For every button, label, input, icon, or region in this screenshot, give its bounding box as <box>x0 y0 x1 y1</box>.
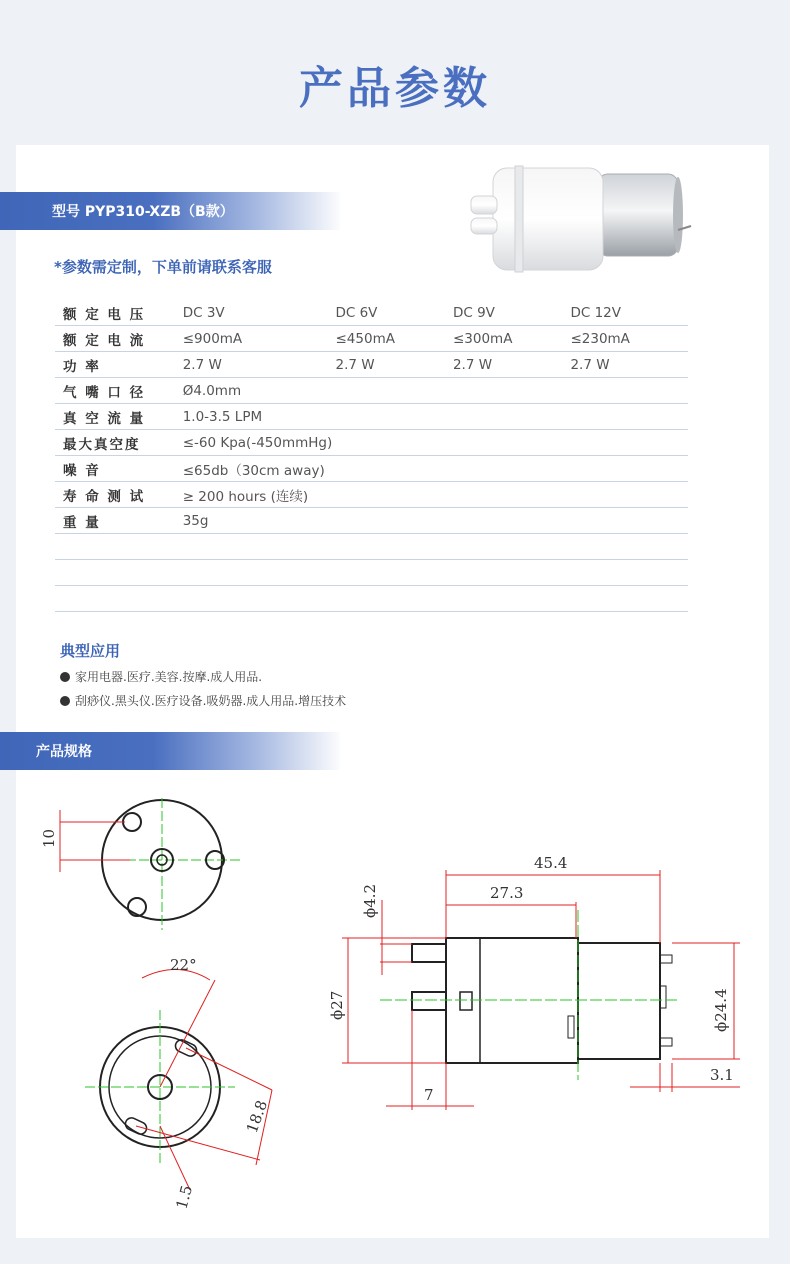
param-label: 噪 音 <box>55 456 183 482</box>
param-label: 真 空 流 量 <box>55 404 183 430</box>
param-value: ≤65db（30cm away) <box>183 456 336 482</box>
param-value <box>335 482 452 508</box>
param-value: ≥ 200 hours (连续) <box>183 482 336 508</box>
param-label: 气 嘴 口 径 <box>55 378 183 404</box>
dim-3-1: 3.1 <box>710 1066 734 1084</box>
param-label: 额 定 电 流 <box>55 326 183 352</box>
param-value: ≤450mA <box>335 326 452 352</box>
front-view-drawing <box>30 790 260 940</box>
param-value <box>570 534 688 560</box>
param-value <box>183 586 336 612</box>
param-value: 2.7 W <box>335 352 452 378</box>
param-value <box>453 534 570 560</box>
param-row <box>55 326 688 352</box>
param-row <box>55 430 688 456</box>
param-value: 2.7 W <box>453 352 570 378</box>
param-value <box>570 508 688 534</box>
param-value <box>183 560 336 586</box>
bullet-icon <box>60 696 70 706</box>
param-row <box>55 508 688 534</box>
param-row <box>55 534 688 560</box>
param-value <box>453 378 570 404</box>
param-value <box>570 560 688 586</box>
param-value: DC 6V <box>335 300 452 326</box>
param-value <box>570 482 688 508</box>
dim-1-5: 1.5 <box>172 1183 197 1212</box>
dim-10: 10 <box>40 828 58 848</box>
param-value: 35g <box>183 508 336 534</box>
param-value <box>335 508 452 534</box>
param-value: 1.0-3.5 LPM <box>183 404 336 430</box>
dim-18-8: 18.8 <box>242 1097 272 1136</box>
param-label: 寿 命 测 试 <box>55 482 183 508</box>
param-value: 2.7 W <box>570 352 688 378</box>
param-value <box>570 430 688 456</box>
param-value <box>335 404 452 430</box>
param-value: ≤300mA <box>453 326 570 352</box>
param-value: DC 3V <box>183 300 336 326</box>
dim-27-3: 27.3 <box>490 884 524 902</box>
param-value: DC 12V <box>570 300 688 326</box>
model-band: 型号 PYP310-XZB（B款） <box>0 192 340 230</box>
back-view-drawing <box>60 950 290 1220</box>
param-label: 最大真空度 <box>55 430 183 456</box>
param-row <box>55 560 688 586</box>
param-label: 重 量 <box>55 508 183 534</box>
param-value <box>335 378 452 404</box>
dim-phi-24-4: ϕ24.4 <box>712 988 730 1032</box>
param-value <box>335 560 452 586</box>
params-table <box>55 300 688 612</box>
param-value <box>453 430 570 456</box>
param-value: ≤230mA <box>570 326 688 352</box>
param-value <box>570 378 688 404</box>
param-value <box>453 482 570 508</box>
bullet-icon <box>60 672 70 682</box>
param-value <box>453 586 570 612</box>
param-row <box>55 404 688 430</box>
param-value <box>335 586 452 612</box>
param-value: ≤-60 Kpa(-450mmHg) <box>183 430 336 456</box>
apps-title: 典型应用 <box>60 642 121 660</box>
dim-22-deg: 22° <box>170 956 197 974</box>
param-row <box>55 482 688 508</box>
pump-photo <box>465 160 695 275</box>
dim-phi-4-2: ϕ4.2 <box>361 883 379 918</box>
param-row <box>55 586 688 612</box>
page-title: 产品参数 <box>299 63 491 114</box>
param-row <box>55 378 688 404</box>
dim-phi-27: ϕ27 <box>328 990 346 1020</box>
param-label <box>55 534 183 560</box>
param-row <box>55 456 688 482</box>
dim-45-4: 45.4 <box>534 854 568 872</box>
app-item: 家用电器.医疗.美容.按摩.成人用品. <box>60 668 262 685</box>
param-value: 2.7 W <box>183 352 336 378</box>
custom-note: *参数需定制，下单前请联系客服 <box>54 258 272 276</box>
param-value: Ø4.0mm <box>183 378 336 404</box>
param-value <box>335 430 452 456</box>
param-value <box>570 456 688 482</box>
param-label: 功 率 <box>55 352 183 378</box>
param-row <box>55 300 688 326</box>
param-value <box>335 534 452 560</box>
dim-7: 7 <box>424 1086 434 1104</box>
param-value <box>453 404 570 430</box>
param-value <box>570 404 688 430</box>
param-value <box>183 534 336 560</box>
param-label <box>55 586 183 612</box>
param-value <box>453 560 570 586</box>
param-value <box>570 586 688 612</box>
param-value <box>335 456 452 482</box>
app-item: 刮痧仪.黑头仪.医疗设备.吸奶器.成人用品.增压技术 <box>60 692 346 709</box>
param-value: ≤900mA <box>183 326 336 352</box>
param-value <box>453 456 570 482</box>
param-value: DC 9V <box>453 300 570 326</box>
param-label: 额 定 电 压 <box>55 300 183 326</box>
spec-band: 产品规格 <box>0 732 340 770</box>
param-label <box>55 560 183 586</box>
side-view-drawing <box>320 840 760 1120</box>
param-row <box>55 352 688 378</box>
param-value <box>453 508 570 534</box>
